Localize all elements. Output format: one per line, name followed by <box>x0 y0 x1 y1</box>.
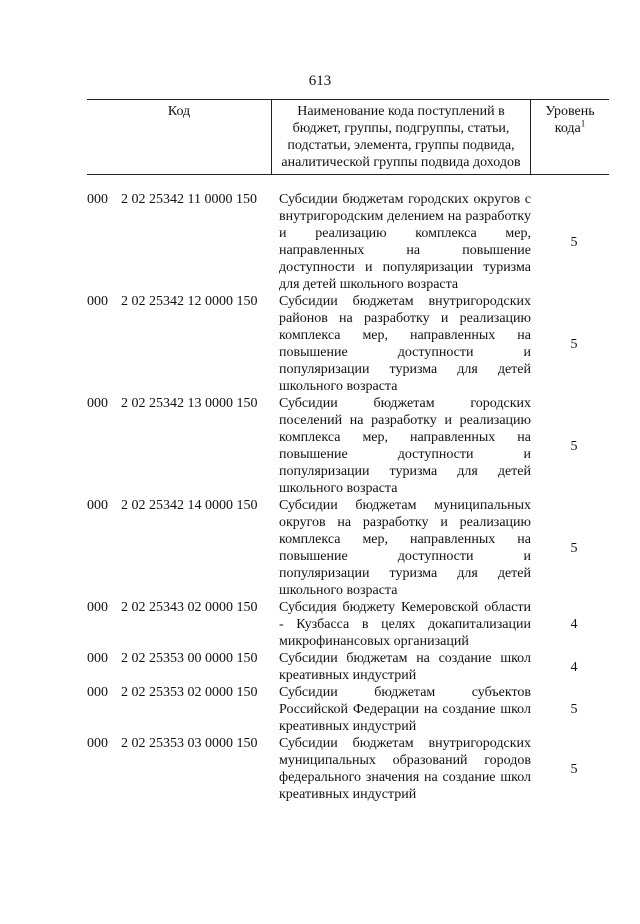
table-row <box>87 599 609 650</box>
page-number: 613 <box>308 73 332 89</box>
header-code: Код <box>87 100 272 174</box>
row-level: 5 <box>570 438 578 454</box>
row-prefix: 000 <box>87 685 108 700</box>
row-name: Субсидия бюджету Кемеровской области - Кузбасса в целях докапитализации микрофинансовых организаций <box>279 600 531 649</box>
header-level-line1: Уровень <box>545 104 595 119</box>
row-code: 2 02 25342 14 0000 150 <box>121 498 258 513</box>
row-name: Субсидии бюджетам на создание школ креативных индустрий <box>279 651 531 683</box>
row-name: Субсидии бюджетам городских округов с внутригородским делением на разработку и реализацию комплекса мер, направленных на повышение доступности и популяризации туризма для детей школьного возраста <box>279 192 531 292</box>
row-level: 5 <box>570 234 578 250</box>
row-code: 2 02 25353 02 0000 150 <box>121 685 258 700</box>
header-level-footnote: 1 <box>580 118 586 129</box>
row-name: Субсидии бюджетам муниципальных округов на разработку и реализацию комплекса мер, направленных на повышение доступности и популяризации туризма для детей школьного возраста <box>279 498 531 598</box>
row-level: 5 <box>570 702 578 717</box>
row-code: 2 02 25353 03 0000 150 <box>121 736 258 751</box>
row-level: 4 <box>570 659 578 675</box>
row-prefix: 000 <box>87 736 108 751</box>
header-name: Наименование кода поступлений в бюджет, группы, подгруппы, статьи, подстатьи, элемента, группы подвида, аналитической группы подвида доходов <box>272 100 531 174</box>
row-prefix: 000 <box>87 600 108 615</box>
row-prefix: 000 <box>87 396 108 411</box>
table-header <box>87 99 609 175</box>
row-code: 2 02 25353 00 0000 150 <box>121 651 258 666</box>
table-row <box>87 497 609 599</box>
row-name: Субсидии бюджетам внутригородских муниципальных образований городов федерального значения на создание школ креативных индустрий <box>279 736 531 802</box>
row-name: Субсидии бюджетам внутригородских районов на разработку и реализацию комплекса мер, направленных на повышение доступности и популяризации туризма для детей школьного возраста <box>279 294 531 394</box>
row-code: 2 02 25342 12 0000 150 <box>121 294 258 309</box>
row-code: 2 02 25342 13 0000 150 <box>121 396 258 411</box>
table-row <box>87 684 609 735</box>
row-prefix: 000 <box>87 498 108 513</box>
row-level: 5 <box>570 336 578 352</box>
table-row <box>87 650 609 684</box>
table-row <box>87 293 609 395</box>
row-prefix: 000 <box>87 651 108 666</box>
table-row <box>87 395 609 497</box>
row-name: Субсидии бюджетам субъектов Российской Федерации на создание школ креативных индустрий <box>279 685 531 734</box>
row-level: 4 <box>570 617 578 632</box>
table-row <box>87 735 609 803</box>
row-code: 2 02 25342 11 0000 150 <box>121 192 257 207</box>
row-prefix: 000 <box>87 192 108 207</box>
row-level: 5 <box>570 540 578 556</box>
row-name: Субсидии бюджетам городских поселений на разработку и реализацию комплекса мер, направленных на повышение доступности и популяризации туризма для детей школьного возраста <box>279 396 531 496</box>
table-row <box>87 191 609 293</box>
table-body <box>87 191 609 803</box>
row-prefix: 000 <box>87 294 108 309</box>
row-level: 5 <box>570 761 578 777</box>
header-level-line2: кода <box>554 121 581 136</box>
row-code: 2 02 25343 02 0000 150 <box>121 600 258 615</box>
header-level <box>531 100 609 174</box>
